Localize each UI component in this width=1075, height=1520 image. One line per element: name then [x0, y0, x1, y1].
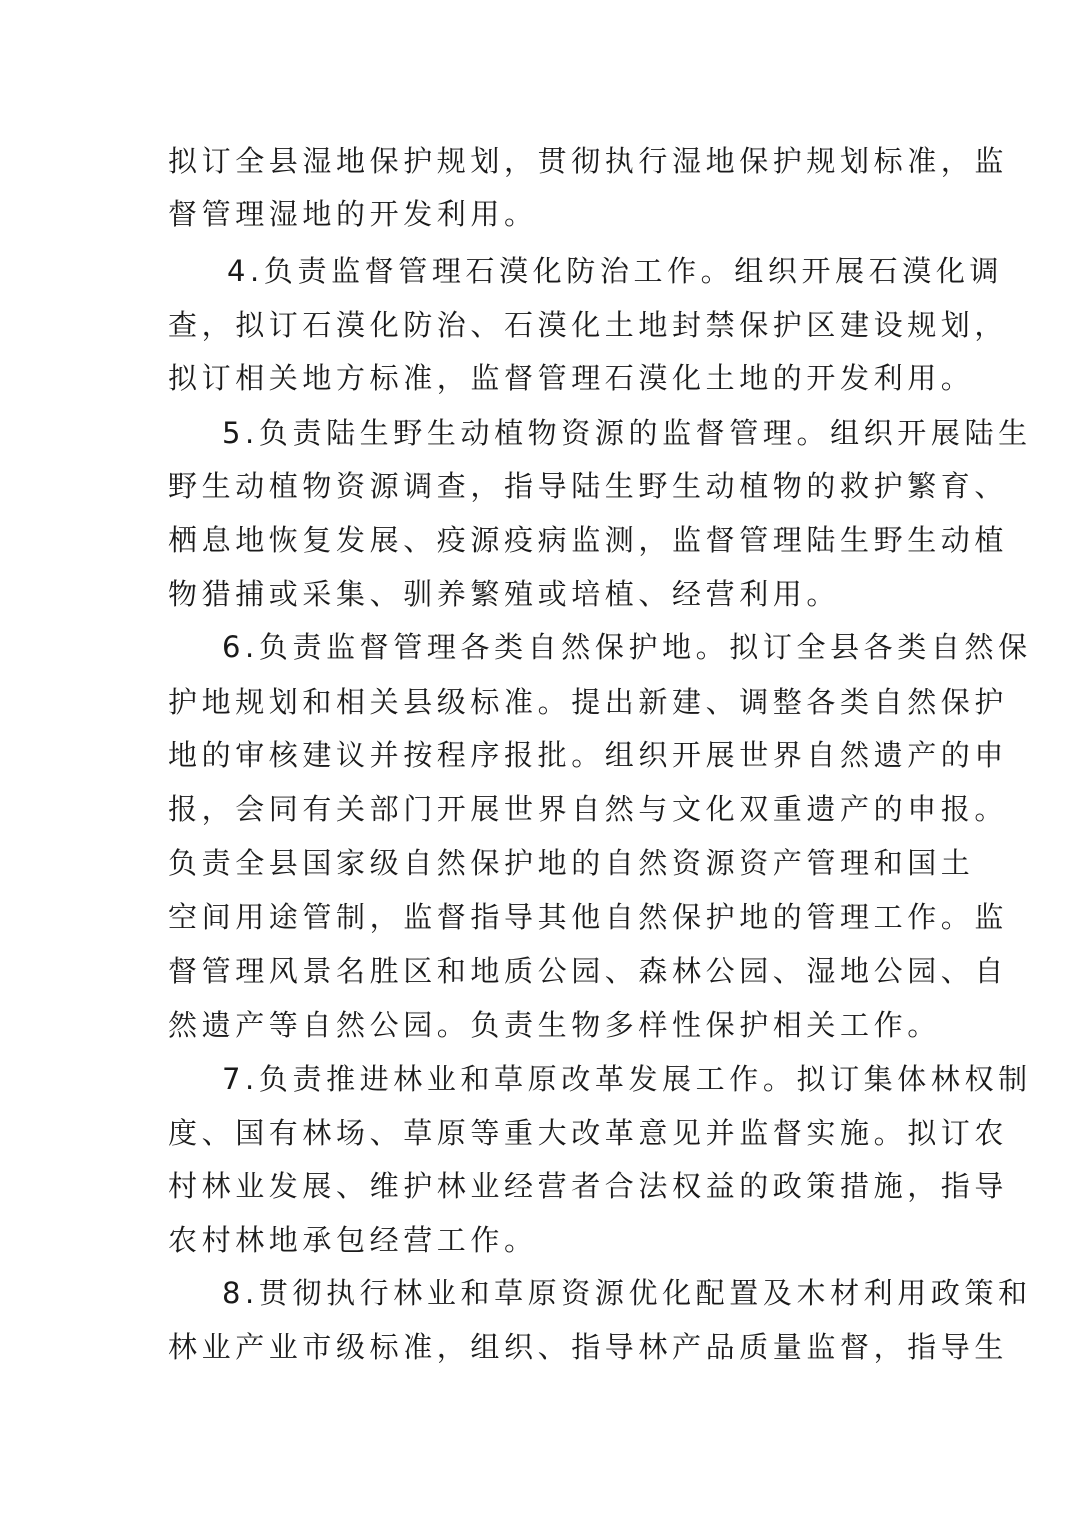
paragraph-4-first-line: 4.负责监督管理石漠化防治工作。组织开展石漠化调 [227, 254, 1004, 288]
paragraph-7-first-line: 7.负责推进林业和草原改革发展工作。拟订集体林权制 [222, 1062, 1032, 1096]
text-line: 护地规划和相关县级标准。提出新建、调整各类自然保护 [168, 685, 1009, 719]
text-line: 度、国有林场、草原等重大改革意见并监督实施。拟订农 [168, 1116, 1009, 1150]
text-line: 林业产业市级标准，组织、指导林产品质量监督，指导生 [168, 1330, 1009, 1364]
text-line: 村林业发展、维护林业经营者合法权益的政策措施，指导 [168, 1169, 1009, 1203]
text-line: 然遗产等自然公园。负责生物多样性保护相关工作。 [168, 1008, 941, 1042]
text-line: 拟订相关地方标准，监督管理石漠化土地的开发利用。 [168, 361, 975, 395]
text-line: 栖息地恢复发展、疫源疫病监测，监督管理陆生野生动植 [168, 523, 1009, 557]
text-line: 报，会同有关部门开展世界自然与文化双重遗产的申报。 [168, 792, 1009, 826]
paragraph-8-first-line: 8.贯彻执行林业和草原资源优化配置及木材利用政策和 [222, 1276, 1032, 1310]
text-line: 物猎捕或采集、驯养繁殖或培植、经营利用。 [168, 577, 841, 611]
text-line: 查，拟订石漠化防治、石漠化土地封禁保护区建设规划， [168, 308, 1009, 342]
text-line: 督管理湿地的开发利用。 [168, 197, 538, 231]
text-line: 空间用途管制，监督指导其他自然保护地的管理工作。监 [168, 900, 1009, 934]
paragraph-6-first-line: 6.负责监督管理各类自然保护地。拟订全县各类自然保 [222, 630, 1032, 664]
text-line: 地的审核建议并按程序报批。组织开展世界自然遗产的申 [168, 738, 1009, 772]
text-line: 督管理风景名胜区和地质公园、森林公园、湿地公园、自 [168, 954, 1009, 988]
text-line: 拟订全县湿地保护规划，贯彻执行湿地保护规划标准，监 [168, 144, 1009, 178]
text-line: 农村林地承包经营工作。 [168, 1223, 538, 1257]
text-line: 野生动植物资源调查，指导陆生野生动植物的救护繁育、 [168, 469, 1009, 503]
text-line: 负责全县国家级自然保护地的自然资源资产管理和国土 [168, 846, 975, 880]
paragraph-5-first-line: 5.负责陆生野生动植物资源的监督管理。组织开展陆生 [222, 416, 1032, 450]
